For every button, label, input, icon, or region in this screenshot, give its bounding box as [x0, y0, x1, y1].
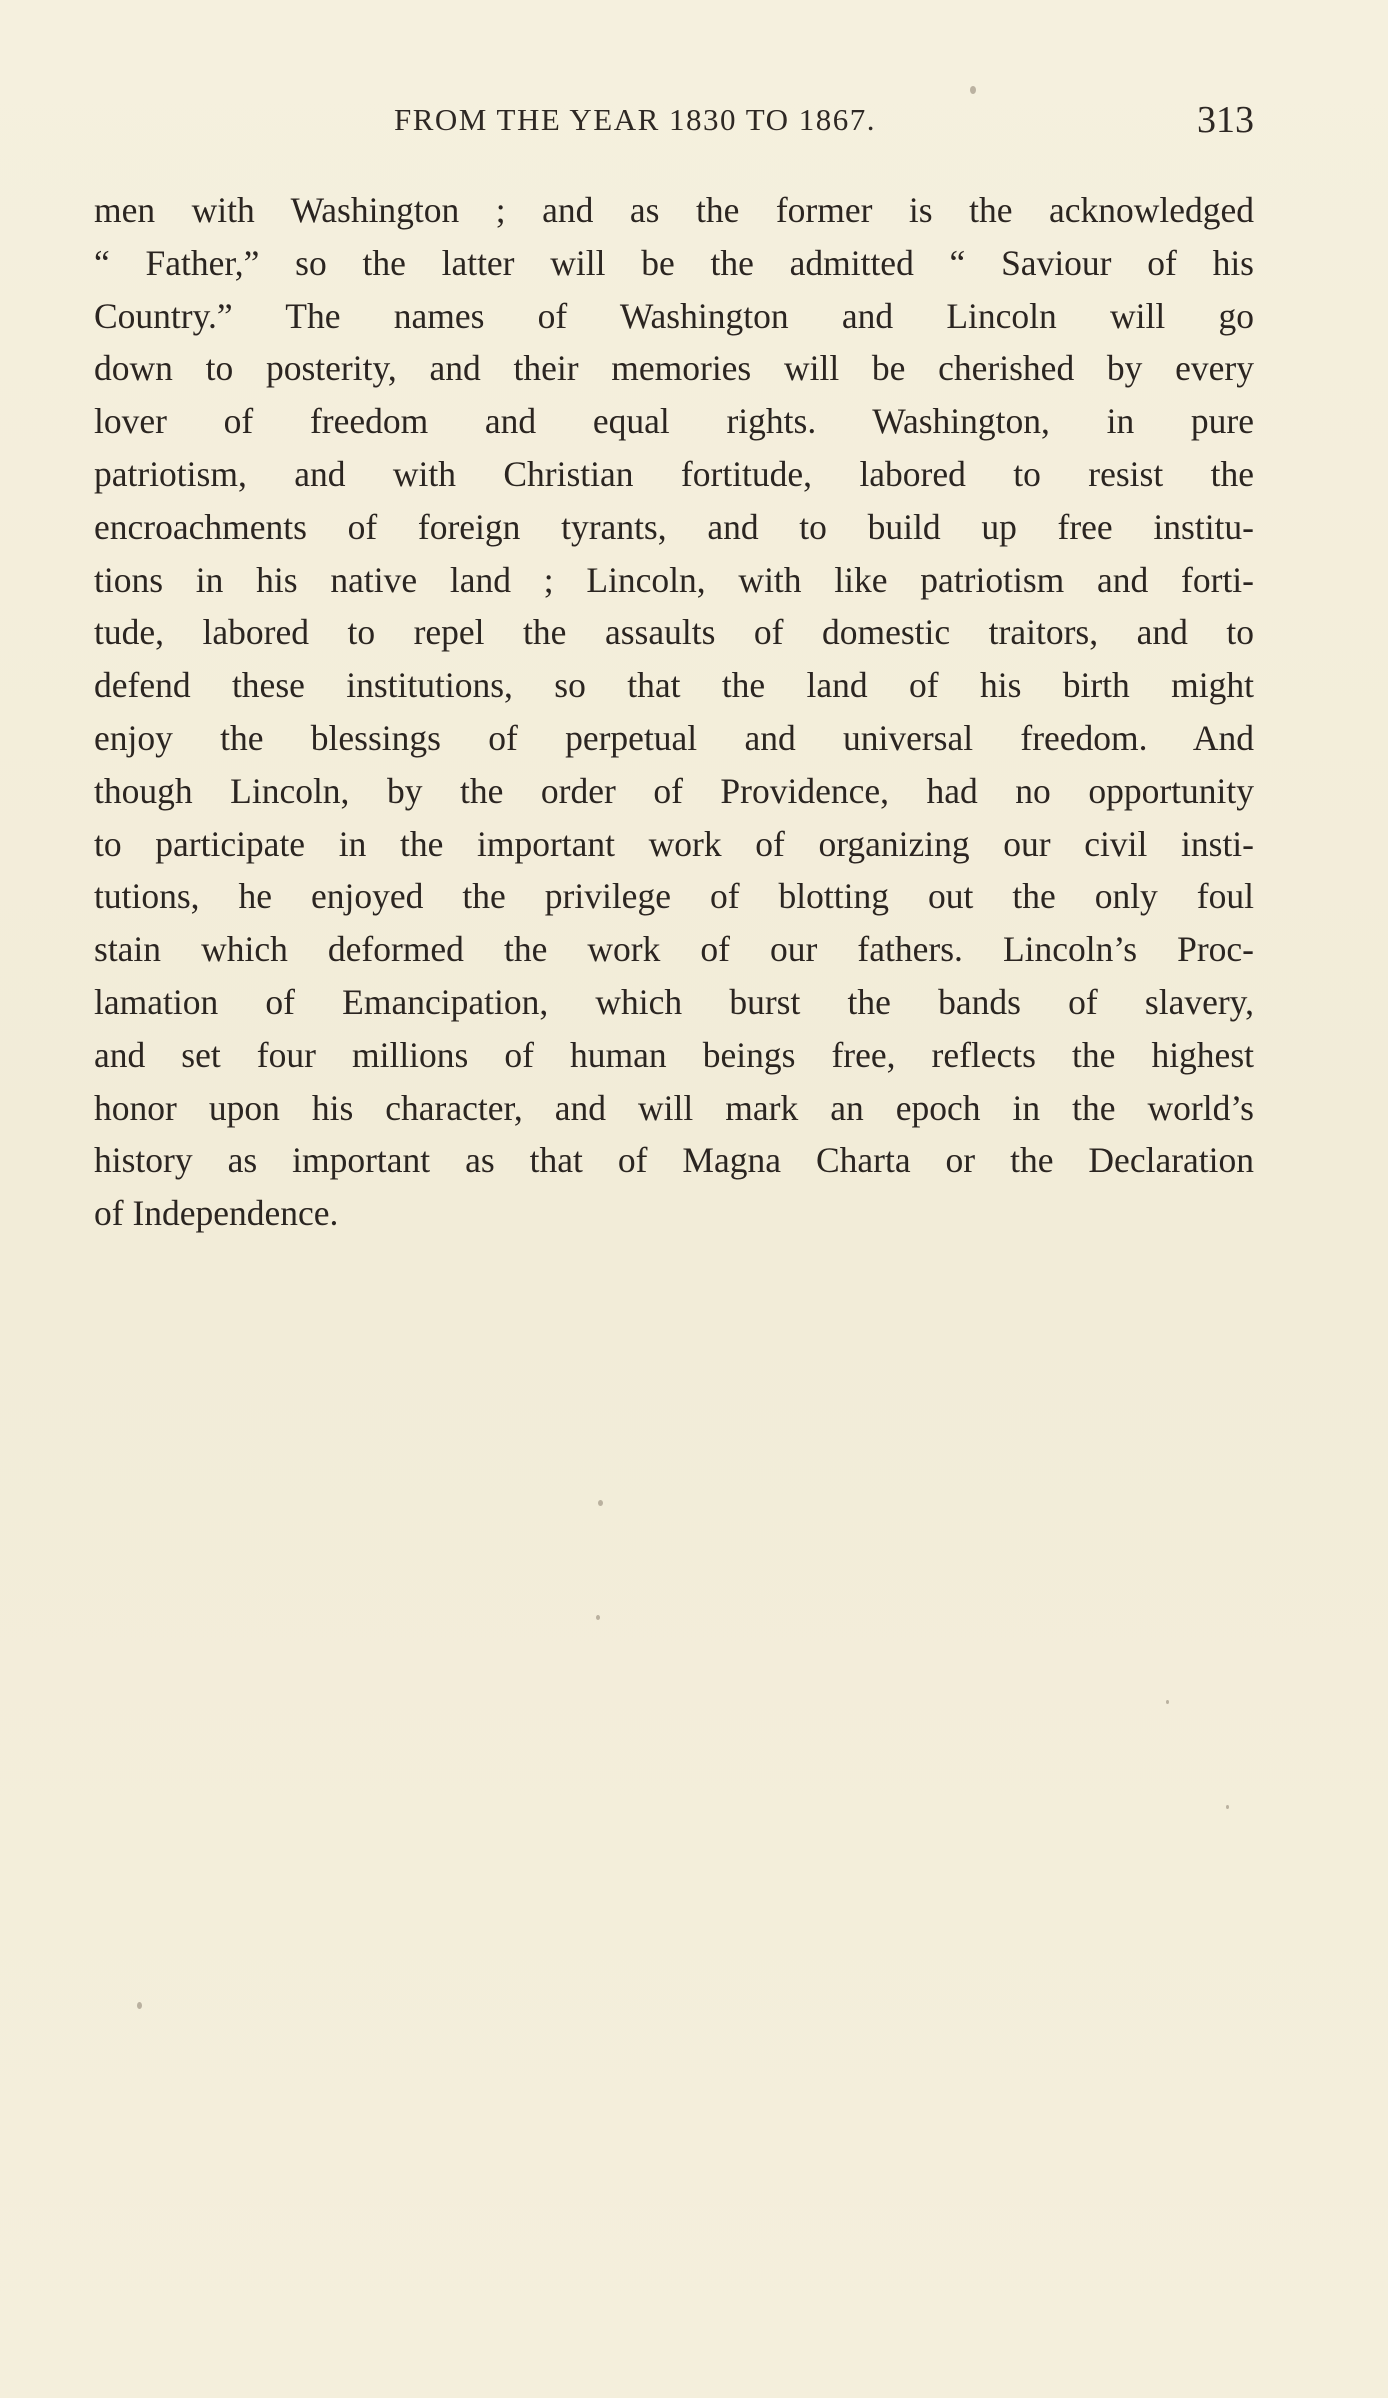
text-line: history as important as that of Magna Charta or the Declaration — [94, 1140, 1254, 1181]
paper-speck — [1226, 1805, 1229, 1809]
text-line: down to posterity, and their memories will be cherished by every — [94, 348, 1254, 389]
paper-speck — [137, 2002, 142, 2009]
text-line: honor upon his character, and will mark an epoch in the world’s — [94, 1087, 1254, 1128]
text-line: stain which deformed the work of our fathers. Lincoln’s Proc- — [94, 929, 1254, 970]
running-title: FROM THE YEAR 1830 TO 1867. — [394, 102, 877, 137]
text-line: to participate in the important work of organizing our civil insti- — [94, 823, 1254, 864]
page-number: 313 — [1197, 99, 1254, 141]
text-line: enjoy the blessings of perpetual and universal freedom. And — [94, 717, 1254, 758]
text-line: tude, labored to repel the assaults of domestic traitors, and to — [94, 612, 1254, 653]
text-line: tutions, he enjoyed the privilege of blotting out the only foul — [94, 876, 1254, 917]
text-line: tions in his native land ; Lincoln, with like patriotism and forti- — [94, 559, 1254, 600]
body-paragraph — [94, 184, 1254, 1240]
paper-speck — [1166, 1700, 1169, 1704]
paper-speck — [596, 1615, 600, 1620]
text-line: lamation of Emancipation, which burst the bands of slavery, — [94, 981, 1254, 1022]
text-line: of Independence. — [94, 1193, 339, 1234]
text-line: defend these institutions, so that the land of his birth might — [94, 665, 1254, 706]
paper-speck — [970, 86, 976, 94]
text-line: encroachments of foreign tyrants, and to build up free institu- — [94, 506, 1254, 547]
text-line: “ Father,” so the latter will be the admitted “ Saviour of his — [94, 242, 1254, 283]
text-line: Country.” The names of Washington and Lincoln will go — [94, 295, 1254, 336]
text-line: lover of freedom and equal rights. Washington, in pure — [94, 401, 1254, 442]
text-line: though Lincoln, by the order of Providence, had no opportunity — [94, 770, 1254, 811]
text-line: men with Washington ; and as the former is the acknowledged — [94, 190, 1254, 230]
running-head — [94, 99, 1254, 152]
text-line: and set four millions of human beings free, reflects the highest — [94, 1034, 1254, 1075]
paper-speck — [598, 1500, 603, 1506]
text-line: patriotism, and with Christian fortitude, labored to resist the — [94, 453, 1254, 494]
